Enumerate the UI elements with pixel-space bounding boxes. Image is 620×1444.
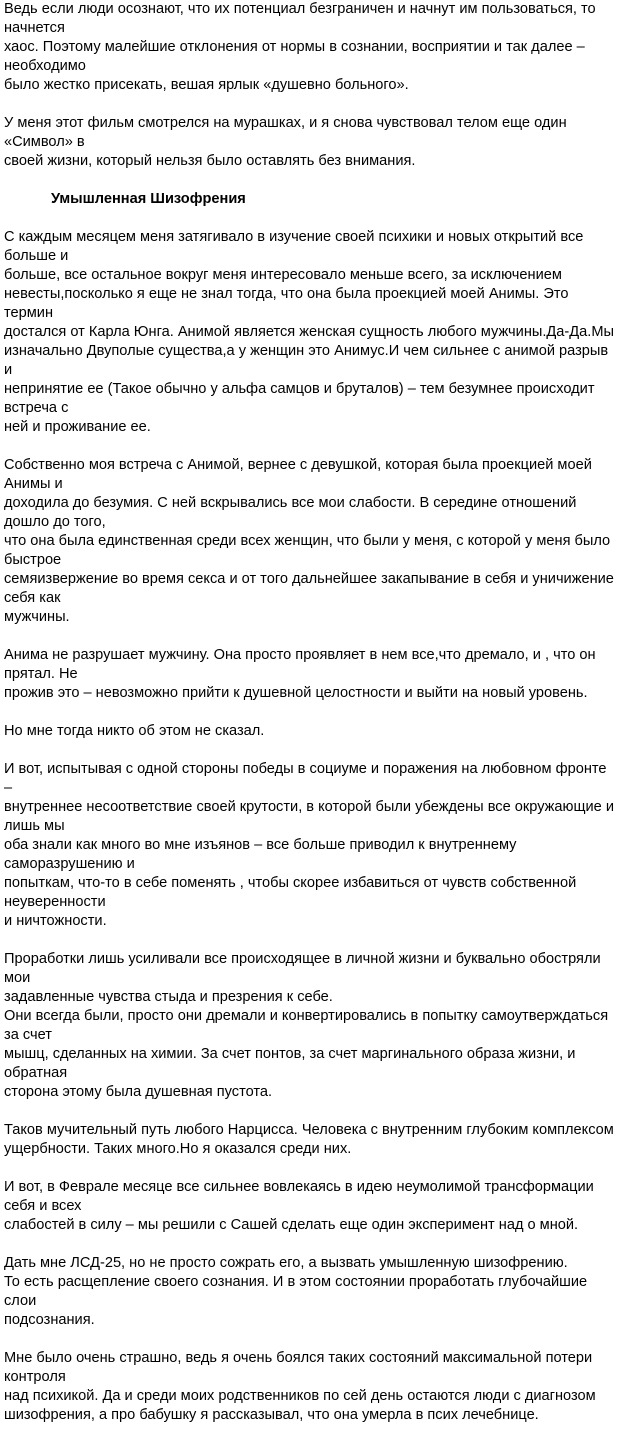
paragraph — [4, 1254, 618, 1330]
text-line: невесты,посколько я еще не знал тогда, что она была проекцией моей Анимы. Это термин — [4, 286, 569, 321]
text-line: Ведь если люди осознают, что их потенциал безграничен и начнут им пользоваться, то начнется — [4, 1, 596, 36]
paragraph — [4, 722, 618, 741]
paragraph — [4, 114, 618, 171]
text-line: своей жизни, который нельзя было оставлять без внимания. — [4, 153, 416, 169]
text-line: Мне было очень страшно, ведь я очень боялся таких состояний максимальной потери контроля — [4, 1350, 593, 1385]
text-line: Таков мучительный путь любого Нарцисса. Человека с внутренним глубоким комплексом — [4, 1122, 614, 1138]
text-line: ущербности. Таких много.Но я оказался среди них. — [4, 1141, 352, 1157]
text-line: и ничтожности. — [4, 913, 107, 929]
text-line: больше, все остальное вокруг меня интересовало меньше всего, за исключением — [4, 267, 562, 283]
text-line: непринятие ее (Такое обычно у альфа самцов и бруталов) – тем безумнее происходит встреча с — [4, 381, 595, 416]
text-line: Но мне тогда никто об этом не сказал. — [4, 723, 265, 739]
text-line: И вот, испытывая с одной стороны победы в социуме и поражения на любовном фронте – — [4, 761, 607, 796]
text-line: изначально Двуполые существа,а у женщин это Анимус.И чем сильнее с анимой разрыв и — [4, 343, 609, 378]
text-line: Анима не разрушает мужчину. Она просто проявляет в нем все,что дремало, и , что он прятал. Не — [4, 647, 596, 682]
text-line: хаос. Поэтому малейшие отклонения от нормы в сознании, восприятии и так далее – необходимо — [4, 39, 585, 74]
section-heading: Умышленная Шизофрения — [51, 191, 246, 207]
paragraph — [4, 950, 618, 1102]
text-line: То есть расщепление своего сознания. И в этом состоянии проработать глубочайшие слои — [4, 1274, 588, 1309]
text-line: Собственно моя встреча с Анимой, вернее с девушкой, которая была проекцией моей Анимы и — [4, 457, 592, 492]
text-line: Они всегда были, просто они дремали и конвертировались в попытку самоутверждаться за счет — [4, 1008, 609, 1043]
text-line: было жестко присекать, вешая ярлык «душевно больного». — [4, 77, 409, 93]
text-line: слабостей в силу – мы решили с Сашей сделать еще один эксперимент над о мной. — [4, 1217, 579, 1233]
text-line: семяизвержение во время секса и от того дальнейшее закапывание в себя и уничижение себя как — [4, 571, 614, 606]
paragraph — [4, 0, 618, 95]
text-line: прожив это – невозможно прийти к душевной целостности и выйти на новый уровень. — [4, 685, 588, 701]
text-line: доходила до безумия. С ней вскрывались все мои слабости. В середине отношений дошло до того, — [4, 495, 577, 530]
text-line: мышц, сделанных на химии. За счет понтов, за счет маргинального образа жизни, и обратная — [4, 1046, 576, 1081]
text-line: Проработки лишь усиливали все происходящее в личной жизни и буквально обостряли мои — [4, 951, 601, 986]
text-line: сторона этому была душевная пустота. — [4, 1084, 273, 1100]
paragraph — [4, 1349, 618, 1425]
paragraph — [4, 760, 618, 931]
paragraph — [4, 1121, 618, 1159]
text-line: оба знали как много во мне изъянов – все больше приводил к внутреннему саморазрушению и — [4, 837, 517, 872]
text-line: С каждым месяцем меня затягивало в изучение своей психики и новых открытий все больше и — [4, 229, 584, 264]
text-line: И вот, в Феврале месяце все сильнее вовлекаясь в идею неумолимой трансформации себя и всех — [4, 1179, 594, 1214]
text-line: задавленные чувства стыда и презрения к себе. — [4, 989, 333, 1005]
paragraph — [4, 1178, 618, 1235]
text-line: достался от Карла Юнга. Анимой является женская сущность любого мужчины.Да-Да.Мы — [4, 324, 614, 340]
paragraph — [4, 456, 618, 627]
text-line: что она была единственная среди всех женщин, что были у меня, с которой у меня было быстрое — [4, 533, 611, 568]
text-line: попыткам, что-то в себе поменять , чтобы скорее избавиться от чувств собственной неуверенности — [4, 875, 577, 910]
text-line: ней и проживание ее. — [4, 419, 151, 435]
text-line: мужчины. — [4, 609, 70, 625]
text-line: У меня этот фильм смотрелся на мурашках, и я снова чувствовал телом еще один «Символ» в — [4, 115, 567, 150]
text-line: Дать мне ЛСД-25, но не просто сожрать его, а вызвать умышленную шизофрению. — [4, 1255, 568, 1271]
text-line: шизофрения, а про бабушку я рассказывал, что она умерла в псих лечебнице. — [4, 1407, 539, 1423]
document-page — [4, 0, 618, 1444]
text-line: над психикой. Да и среди моих родственников по сей день остаются люди с диагнозом — [4, 1388, 596, 1404]
text-line: внутреннее несоответствие своей крутости, в которой были убеждены все окружающие и лишь мы — [4, 799, 614, 834]
paragraph — [4, 228, 618, 437]
text-line: подсознания. — [4, 1312, 95, 1328]
paragraph — [4, 646, 618, 703]
